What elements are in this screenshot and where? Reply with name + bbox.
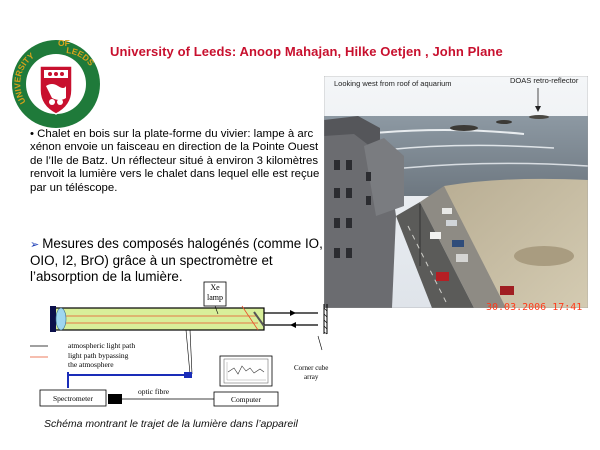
photo-label-reflector: DOAS retro-reflector	[510, 76, 579, 85]
computer-label: Computer	[231, 395, 261, 404]
chalet-description: • Chalet en bois sur la plate-forme du vivier: lampe à arc xénon envoie un faisceau en direction de la Pointe Ouest de l’Ile de Batz. Un réflecteur situé à environ 3 kilomètres renvoit la lumière vers le chalet dans lequel elle est reçue par un téléscope.	[30, 128, 320, 194]
logo-ring-of: OF	[58, 38, 70, 48]
xe-lamp-label-line1: Xe	[210, 283, 220, 292]
legend-atmospheric-path: atmospheric light path	[68, 341, 136, 350]
spectrometer-label: Spectrometer	[53, 394, 93, 403]
corner-cube-label-line1: Corner cube	[294, 364, 329, 372]
doas-schematic	[28, 268, 348, 421]
logo-ring-university: UNIVERSITY	[12, 50, 36, 107]
halogen-measurements-text: Mesures des composés halogénés (comme IO, OIO, I2, BrO) grâce à un spectromètre et l’absorption de la lumière.	[30, 236, 323, 284]
optic-fibre-label: optic fibre	[138, 387, 170, 396]
diagram-caption: Schéma montrant le trajet de la lumière dans l’appareil	[44, 418, 298, 430]
university-logo	[8, 36, 104, 137]
coastal-photo	[324, 76, 588, 313]
photo-label-west: Looking west from roof of aquarium	[334, 79, 452, 88]
xe-lamp-label-line2: lamp	[207, 293, 223, 302]
legend-bypass-line1: light path bypassing	[68, 351, 129, 360]
corner-cube-label-line2: array	[304, 373, 319, 381]
arrow-bullet-icon: ➢	[30, 239, 40, 251]
logo-ring-leeds: LEEDS	[65, 44, 97, 68]
header-title: University of Leeds: Anoop Mahajan, Hilke Oetjen , John Plane	[110, 44, 503, 59]
photo-timestamp: 30.03.2006 17:41	[486, 302, 583, 313]
legend-bypass-line2: the atmosphere	[68, 360, 114, 369]
